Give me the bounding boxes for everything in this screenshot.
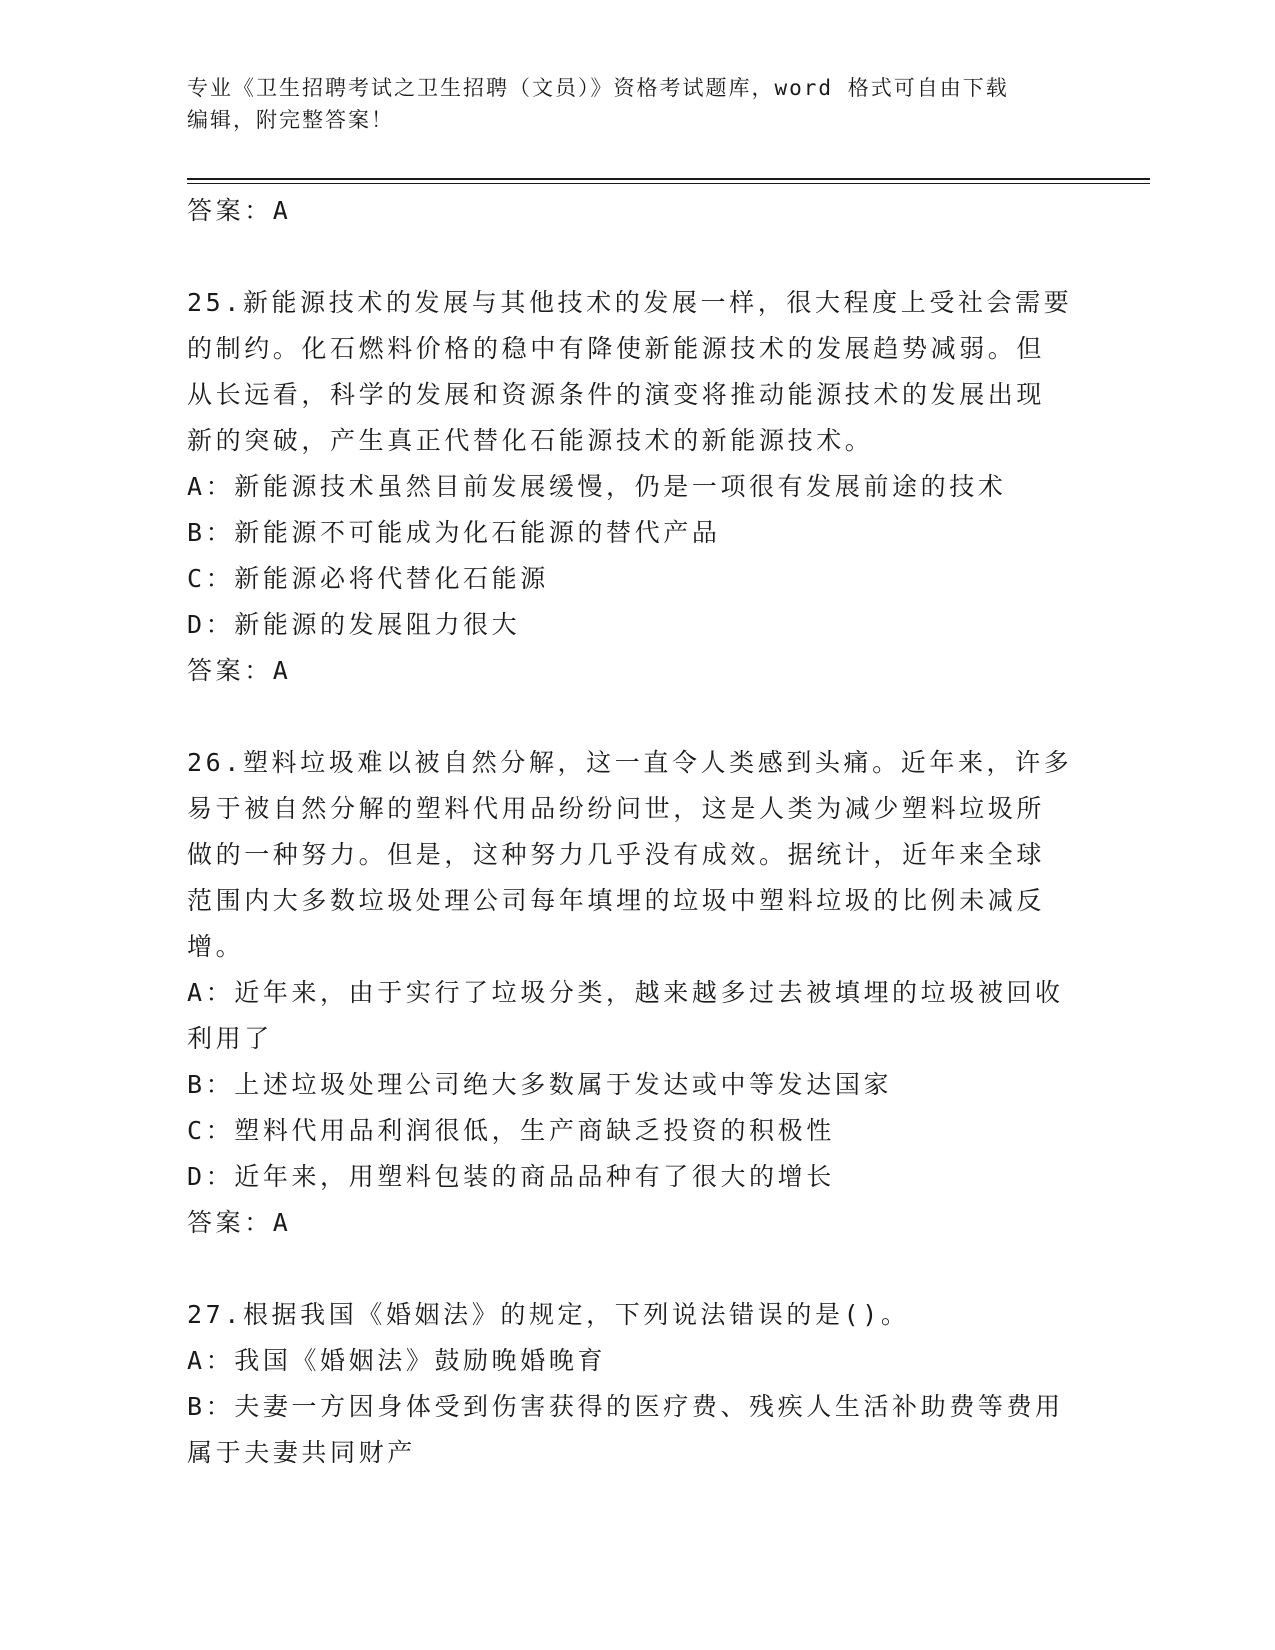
option-b-continued: 属于夫妻共同财产 [187,1438,416,1467]
answer-line: 答案：A [187,656,292,685]
question-stem-line: 新的突破，产生真正代替化石能源技术的新能源技术。 [187,426,874,455]
option-b: B：上述垃圾处理公司绝大多数属于发达或中等发达国家 [187,1070,893,1099]
option-a: A：新能源技术虽然目前发展缓慢，仍是一项很有发展前途的技术 [187,472,1007,501]
answer-line: 答案：A [187,1208,292,1237]
question-stem-line: 做的一种努力。但是，这种努力几乎没有成效。据统计，近年来全球 [187,840,1046,869]
header-line-2: 编辑，附完整答案！ [187,108,394,132]
question-26 [187,740,1087,1246]
header-divider-thin [187,183,1150,184]
option-d: D：近年来，用塑料包装的商品品种有了很大的增长 [187,1162,835,1191]
option-d: D：新能源的发展阻力很大 [187,610,521,639]
question-stem-line: 27.根据我国《婚姻法》的规定，下列说法错误的是()。 [187,1300,910,1329]
question-27 [187,1292,1087,1476]
question-stem-line: 易于被自然分解的塑料代用品纷纷问世，这是人类为减少塑料垃圾所 [187,794,1046,823]
question-stem-line: 从长远看，科学的发展和资源条件的演变将推动能源技术的发展出现 [187,380,1046,409]
option-c: C：塑料代用品利润很低，生产商缺乏投资的积极性 [187,1116,835,1145]
question-stem-line: 增。 [187,932,245,961]
document-body [187,188,1087,1476]
option-a: A：近年来，由于实行了垃圾分类，越来越多过去被填埋的垃圾被回收 [187,978,1064,1007]
answer-line: 答案：A [187,196,292,225]
question-stem-line: 范围内大多数垃圾处理公司每年填埋的垃圾中塑料垃圾的比例未减反 [187,886,1046,915]
option-c: C：新能源必将代替化石能源 [187,564,549,593]
header-divider [187,178,1150,180]
option-a-continued: 利用了 [187,1024,273,1053]
header-line-1: 专业《卫生招聘考试之卫生招聘（文员）》资格考试题库，word 格式可自由下载 [187,76,1009,100]
option-b: B：新能源不可能成为化石能源的替代产品 [187,518,721,547]
question-stem-line: 26.塑料垃圾难以被自然分解，这一直令人类感到头痛。近年来，许多 [187,748,1073,777]
question-25 [187,280,1087,694]
option-b: B：夫妻一方因身体受到伤害获得的医疗费、残疾人生活补助费等费用 [187,1392,1064,1421]
question-stem-line: 25.新能源技术的发展与其他技术的发展一样，很大程度上受社会需要 [187,288,1073,317]
option-a: A：我国《婚姻法》鼓励晚婚晚育 [187,1346,607,1375]
document-header [187,72,1087,136]
question-stem-line: 的制约。化石燃料价格的稳中有降使新能源技术的发展趋势减弱。但 [187,334,1046,363]
